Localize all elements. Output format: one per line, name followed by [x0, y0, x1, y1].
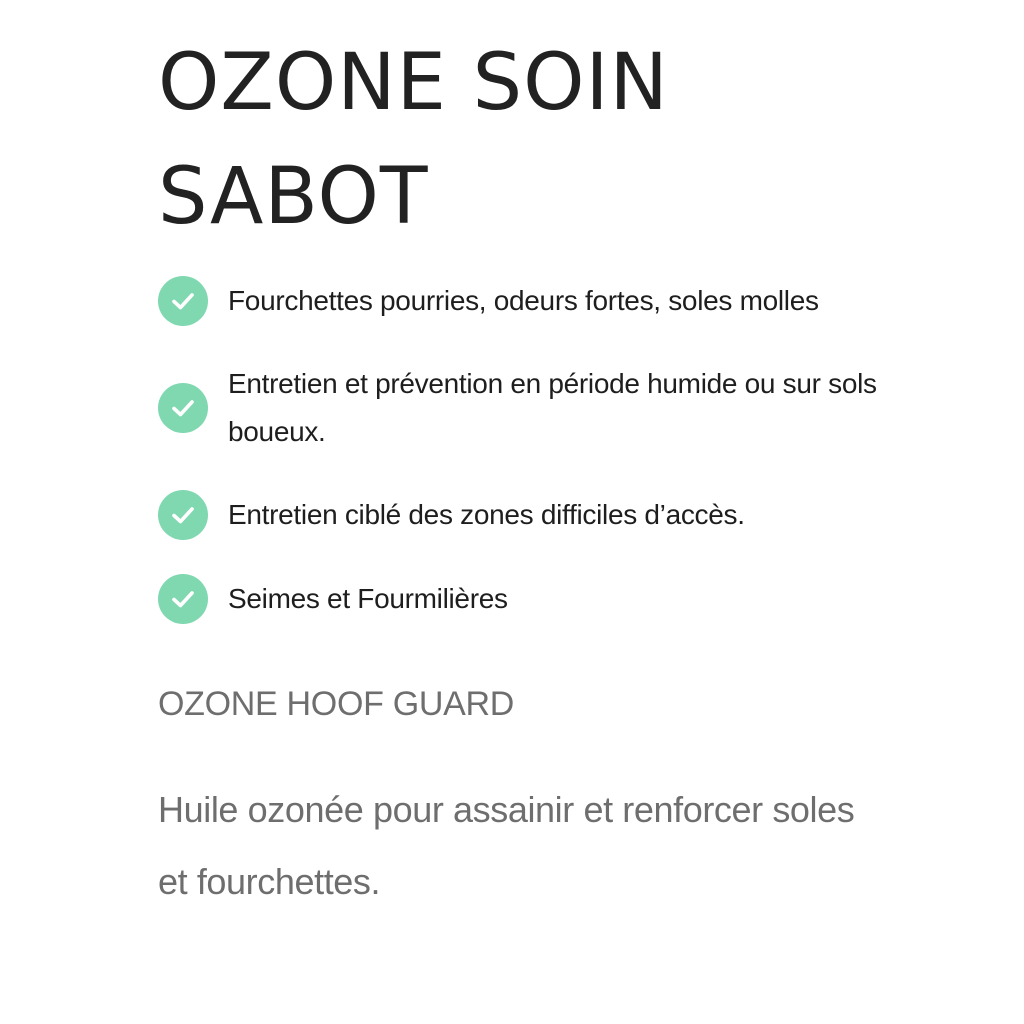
- feature-item: [158, 276, 958, 326]
- check-circle-icon: [158, 490, 208, 540]
- feature-item: [158, 490, 958, 540]
- product-subtitle: OZONE HOOF GUARD: [158, 685, 514, 723]
- product-description: Huile ozonée pour assainir et renforcer soles et fourchettes.: [158, 789, 855, 902]
- feature-text: Entretien et prévention en période humide ou sur sols boueux.: [228, 368, 877, 447]
- product-title-line-2: SABOT: [158, 152, 429, 242]
- feature-item: [158, 574, 958, 624]
- check-circle-icon: [158, 574, 208, 624]
- product-title-line-1: OZONE SOIN: [158, 38, 669, 128]
- feature-text: Entretien ciblé des zones difficiles d’accès.: [228, 499, 745, 530]
- feature-text: Seimes et Fourmilières: [228, 583, 508, 614]
- feature-item: [158, 360, 958, 456]
- feature-text: Fourchettes pourries, odeurs fortes, soles molles: [228, 285, 819, 316]
- product-title: [158, 26, 858, 254]
- check-circle-icon: [158, 276, 208, 326]
- check-circle-icon: [158, 383, 208, 433]
- feature-list: [158, 276, 958, 658]
